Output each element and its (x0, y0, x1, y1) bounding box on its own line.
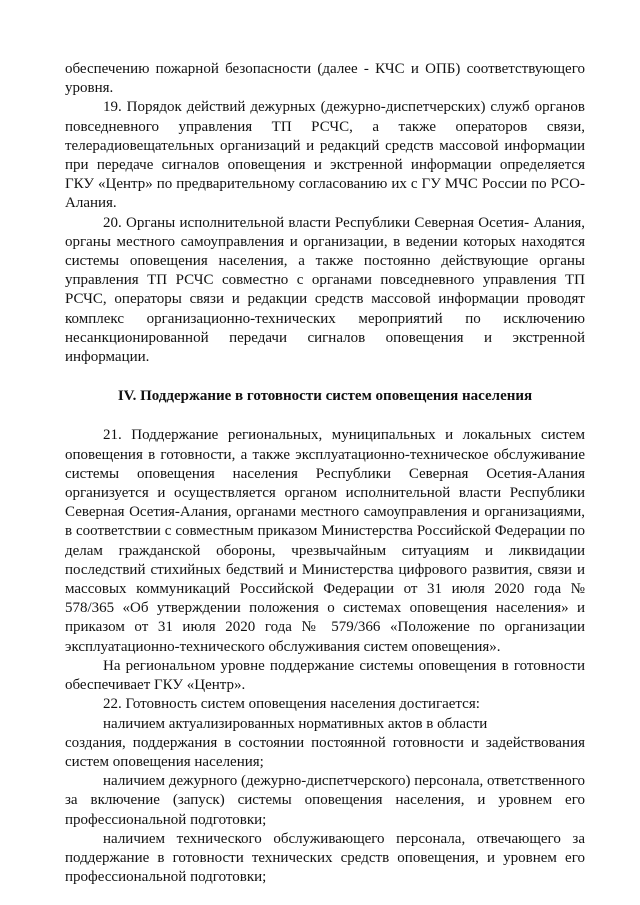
paragraphs-top (65, 60, 585, 367)
paragraph-p21b: На региональном уровне поддержание системы оповещения в готовности обеспечивает ГКУ «Центр». (65, 657, 585, 694)
paragraph-p0: обеспечению пожарной безопасности (далее - КЧС и ОПБ) соответствующего уровня. (65, 61, 585, 97)
paragraph-p21: 21. Поддержание региональных, муниципальных и локальных систем оповещения в готовности, а также эксплуатационно-техническое обслуживание системы оповещения населения Республики Северная Осетия-Алания организуется и осуществляется органом исполнительной власти Республики Северная Осетия-Алания, органами местного самоуправления и организациями, в соответствии с совместным приказом Министерства Российской Федерации по делам гражданской обороны, чрезвычайным ситуациям и ликвидации последствий стихийных бедствий и Министерства цифрового развития, связи и массовых коммуникаций Российской Федерации от 31 июля 2020 года № 578/365 «Об утверждении положения о системах оповещения населения» и приказом от 31 июля 2020 года № 579/366 «Положение по организации эксплуатационно-технического обслуживания систем оповещения». (65, 427, 585, 655)
paragraph-p22a1: наличием актуализированных нормативных актов в области (103, 715, 488, 732)
paragraph-p19: 19. Порядок действий дежурных (дежурно-диспетчерских) служб органов повседневного управления ТП РСЧС, а также операторов связи, телерадиовещательных организаций и редакций средств массовой информации при передаче сигналов оповещения и экстренной информации определяется ГКУ «Центр» по предварительному согласованию их с ГУ МЧС России по РСО-Алания. (65, 99, 585, 212)
paragraph-p22c: наличием технического обслуживающего персонала, отвечающего за поддержание в готовности технических средств оповещения, и уровнем его профессиональной подготовки; (65, 830, 585, 886)
paragraph-p22: 22. Готовность систем оповещения населения достигается: (103, 696, 480, 713)
paragraph-p20: 20. Органы исполнительной власти Республики Северная Осетия- Алания, органы местного самоуправления и организации, в ведении которых находятся системы оповещения населения, а также постоянно действующие органы управления ТП РСЧС совместно с органами повседневного управления ТП РСЧС, операторы связи и редакции средств массовой информации проводят комплекс организационно-технических мероприятий по исключению несанкционированной передачи сигналов оповещения и экстренной информации. (65, 214, 585, 366)
paragraph-p22b: наличием дежурного (дежурно-диспетчерского) персонала, ответственного за включение (запуск) системы оповещения населения, и уровнем его профессиональной подготовки; (65, 773, 585, 828)
paragraphs-bottom (65, 426, 585, 887)
paragraph-p22a2: создания, поддержания в состоянии постоянной готовности и задействования систем оповещения населения; (65, 734, 585, 770)
section-heading: IV. Поддержание в готовности систем оповещения населения (117, 388, 533, 405)
document-body (65, 60, 585, 887)
